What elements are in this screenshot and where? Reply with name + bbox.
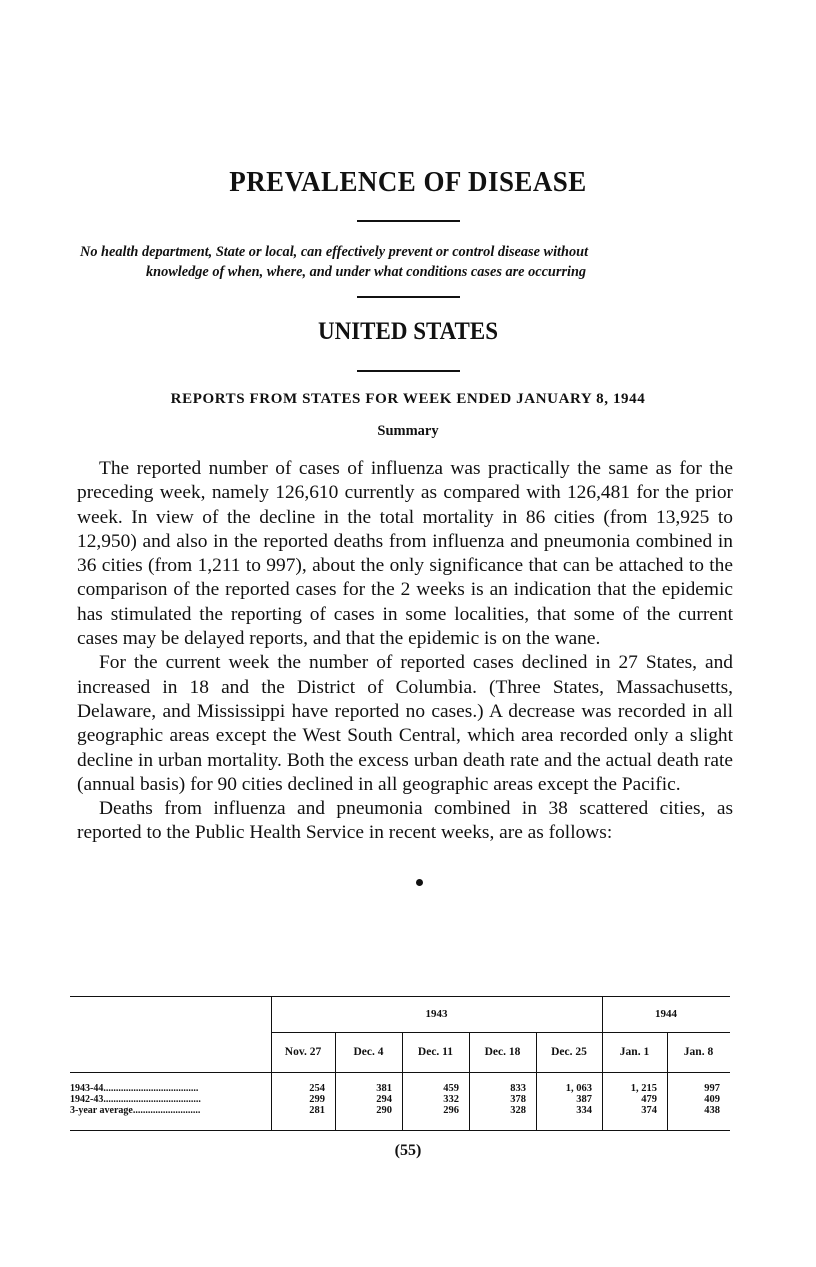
table-cell: 1, 063 [565,1083,592,1094]
paragraph-3: Deaths from influenza and pneumonia combined in 38 scattered cities, as reported to the Public Health Service in recent weeks, are as follows: [77,798,733,844]
epigraph-line-2: knowledge of when, where, and under what conditions cases are occurring [146,264,587,280]
table-cell: 290 [376,1105,392,1116]
table-cell: 299 [309,1094,325,1105]
table-cell: 833 [510,1083,526,1094]
column-header: Jan. 8 [683,1046,714,1058]
column-header: Nov. 27 [284,1046,322,1058]
table-cell: 1, 215 [630,1083,657,1094]
row-label: 1943-44...................................... [70,1083,199,1094]
column-header-rule [70,1072,730,1073]
row-label: 1942-43....................................... [70,1094,201,1105]
year-header-1943: 1943 [425,1008,448,1020]
table-cell: 294 [376,1094,392,1105]
deaths-table [70,996,730,1130]
table-cell: 328 [510,1105,526,1116]
column-header: Dec. 4 [353,1046,384,1058]
section-title: UNITED STATES [317,318,499,345]
table-cell: 254 [309,1083,325,1094]
table-cell: 459 [443,1083,459,1094]
table-cell: 387 [576,1094,592,1105]
epigraph-rule [357,296,460,298]
paragraph-2: For the current week the number of reported cases declined in 27 States, and increased in 18 and the District of Columbia. (Three States, Massachusetts, Delaware, and Mississippi have reported no cases.) A decrease was recorded in all geographic areas except the West South Central, which area recorded only a slight decline in urban mortality. Both the excess urban death rate and the actual death rate (annual basis) for 90 cities declined in all geographic areas except the Pacific. [77,652,733,795]
epigraph-line-1: No health department, State or local, can effectively prevent or control disease without [80,244,589,260]
table-cell: 438 [704,1105,720,1116]
page-number: (55) [394,1142,422,1159]
section-rule [357,370,460,372]
row-leader: ....................................... [103,1094,201,1105]
bullet-mark [416,879,423,886]
year-header-1944: 1944 [655,1008,677,1020]
table-cell: 997 [704,1083,720,1094]
row-label: 3-year average........................... [70,1105,201,1116]
row-leader: ...................................... [103,1083,199,1094]
row-leader: ........................... [132,1105,201,1116]
table-cell: 334 [576,1105,592,1116]
table-cell: 296 [443,1105,459,1116]
year-header-rule [271,1032,730,1033]
page-title: PREVALENCE OF DISEASE [229,166,587,198]
column-header: Dec. 18 [484,1046,521,1058]
table-cell: 409 [704,1094,720,1105]
table-cell: 281 [309,1105,325,1116]
reports-heading: REPORTS FROM STATES FOR WEEK ENDED JANUARY 8, 1944 [170,391,646,407]
column-header: Jan. 1 [619,1046,650,1058]
table-cell: 374 [641,1105,657,1116]
table-cell: 332 [443,1094,459,1105]
column-header: Dec. 25 [551,1046,587,1058]
title-rule [357,220,460,222]
summary-heading: Summary [377,423,439,439]
body-text [77,457,733,846]
epigraph [80,242,740,282]
table-top-rule [70,996,730,997]
table-cell: 479 [641,1094,657,1105]
table-bottom-rule [70,1130,730,1131]
paragraph-1: The reported number of cases of influenza was practically the same as for the preceding week, namely 126,610 currently as compared with 126,481 for the prior week. In view of the decline in the total mortality in 86 cities (from 13,925 to 12,950) and also in the reported deaths from influenza and pneumonia combined in 36 cities (from 1,211 to 997), about the only significance that can be attached to the comparison of the reported cases for the 2 weeks is an indication that the epidemic has stimulated the reporting of cases in some localities, that some of the current cases may be delayed reports, and that the epidemic is on the wane. [77,458,733,650]
table-cell: 381 [376,1083,392,1094]
table-cell: 378 [510,1094,526,1105]
column-header: Dec. 11 [417,1046,454,1058]
